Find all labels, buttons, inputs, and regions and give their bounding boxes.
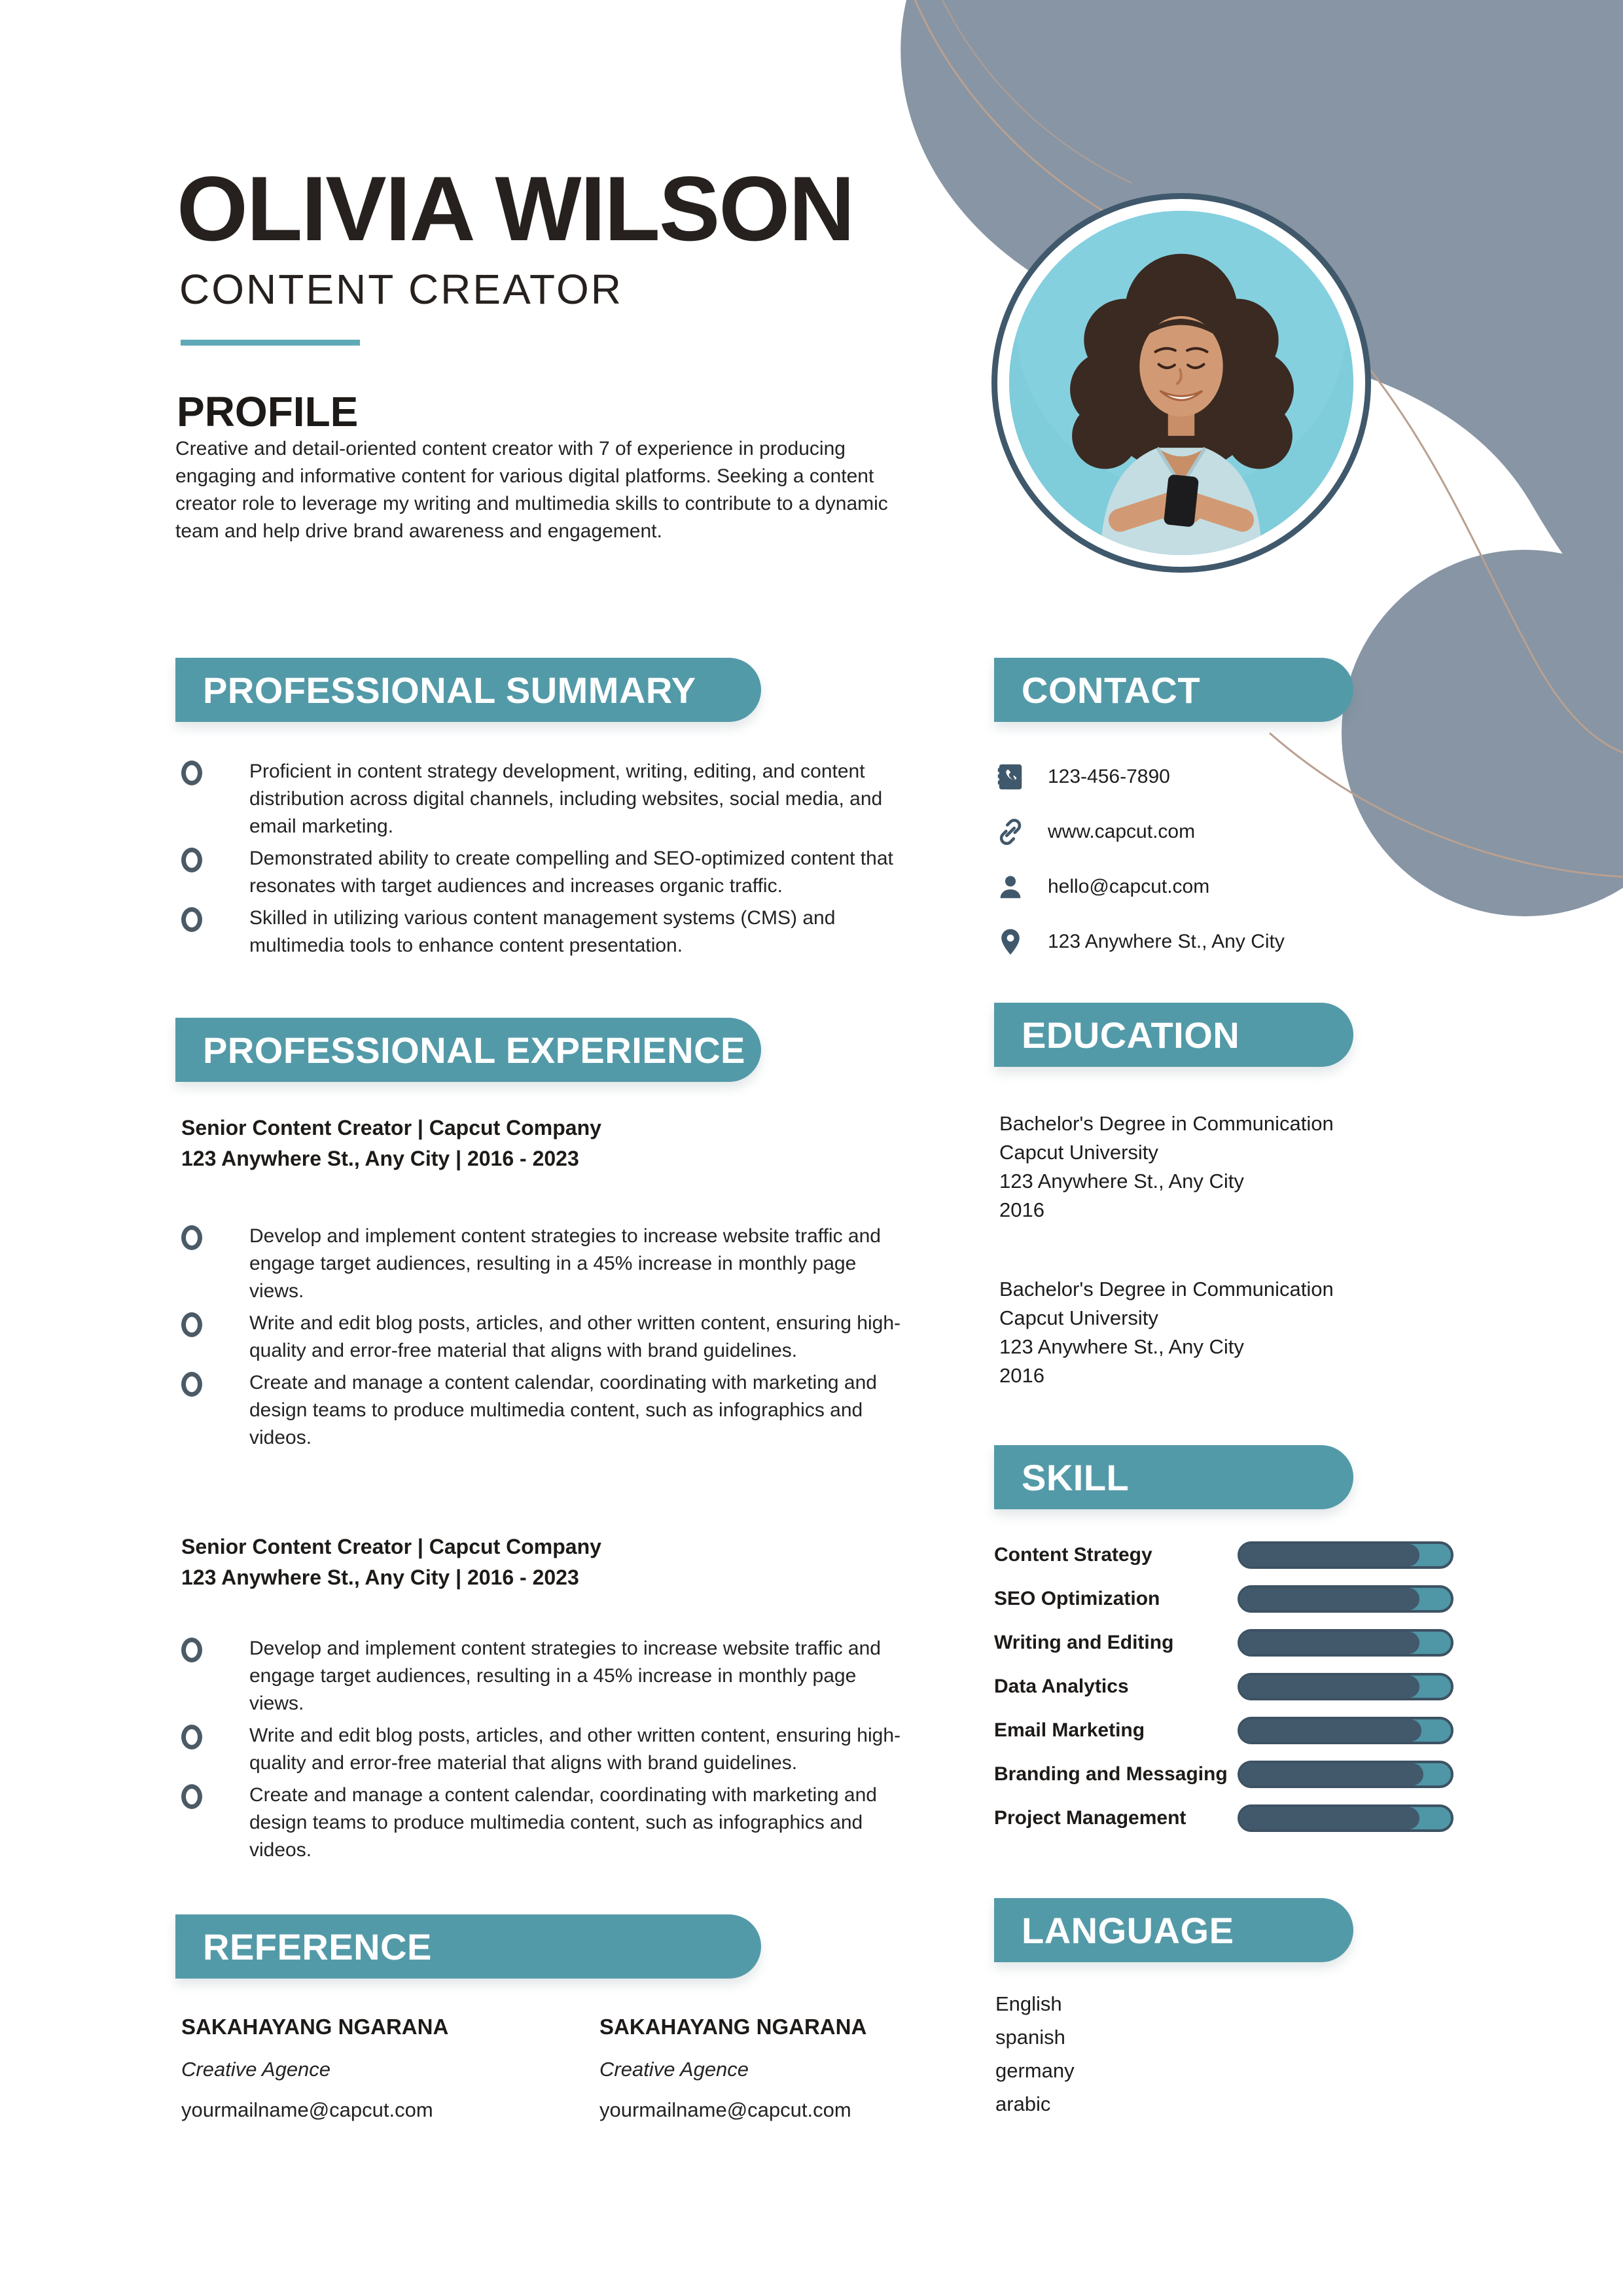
list-item-text: Proficient in content strategy development, writing, editing, and content distribution across digital channels, including websites, social media, and email marketing. [249,761,883,837]
section-banner-reference [175,1914,761,1979]
skill-row [994,1583,1460,1615]
language-item: English [995,1992,1062,2015]
job-title: Senior Content Creator | Capcut Company [181,1116,601,1139]
skill-row [994,1539,1460,1571]
skill-progress-bar [1238,1541,1454,1569]
education-school: Capcut University [999,1306,1158,1329]
job-meta: 123 Anywhere St., Any City | 2016 - 2023 [181,1147,579,1170]
list-item-text: Write and edit blog posts, articles, and other written content, ensuring high-quality and error-free material that aligns with brand guidelines. [249,1725,901,1774]
bullet-circle-icon [181,1312,202,1337]
skill-progress-bar [1238,1673,1454,1700]
contact-row-address [995,923,1285,961]
teal-divider [181,340,360,346]
skill-progress-fill [1240,1676,1419,1698]
list-item [181,905,921,960]
skill-label: Project Management [994,1807,1186,1829]
education-degree: Bachelor's Degree in Communication [999,1112,1334,1135]
reference-entry [181,2015,548,2122]
list-item-text: Demonstrated ability to create compelling and SEO-optimized content that resonates with target audiences and increases organic traffic. [249,848,893,897]
skill-row [994,1671,1460,1702]
section-banner-language [994,1898,1353,1962]
page-title-name: OLIVIA WILSON [177,157,854,260]
bullet-circle-icon [181,1372,202,1397]
reference-name: SAKAHAYANG NGARANA [181,2015,449,2039]
list-item-text: Develop and implement content strategies to increase website traffic and engage target audiences, resulting in a 45% increase in monthly page views. [249,1638,881,1714]
education-address: 123 Anywhere St., Any City [999,1335,1244,1358]
bullet-circle-icon [181,1638,202,1662]
bullet-circle-icon [181,907,202,932]
section-banner-contact [994,658,1353,722]
reference-name: SAKAHAYANG NGARANA [599,2015,867,2039]
list-item-text: Develop and implement content strategies to increase website traffic and engage target audiences, resulting in a 45% increase in monthly page views. [249,1225,881,1302]
contact-value: hello@capcut.com [1048,876,1210,897]
person-icon [995,872,1026,902]
section-banner-professional-summary [175,658,761,722]
section-heading: PROFESSIONAL EXPERIENCE [203,1029,745,1071]
list-item [181,1223,921,1305]
profile-photo [1009,211,1353,555]
skill-row [994,1759,1460,1790]
profile-photo-illustration [1009,211,1353,555]
list-item [181,1782,921,1864]
skill-progress-bar [1238,1761,1454,1788]
section-banner-skill [994,1445,1353,1509]
section-heading: EDUCATION [1022,1014,1240,1056]
skill-label: Email Marketing [994,1719,1145,1741]
skill-list [994,1539,1460,1846]
contact-row-phone [995,758,1285,796]
job-header [181,1113,601,1174]
contact-row-email [995,868,1285,906]
reference-entry [599,2015,966,2122]
language-item: arabic [995,2092,1051,2115]
list-item [181,1310,921,1365]
education-entry [999,1109,1457,1225]
bullet-circle-icon [181,1784,202,1809]
list-item [181,845,921,900]
bullet-circle-icon [181,761,202,785]
profile-summary-text: Creative and detail-oriented content creator with 7 of experience in producing engaging and informative content for various digital platforms. Seeking a content creator role to leverage my writing and multimedia skills to contribute to a dynamic team and help drive brand awareness and engagement. [175,438,888,542]
language-item: spanish [995,2026,1065,2049]
list-item-text: Write and edit blog posts, articles, and other written content, ensuring high-quality and error-free material that aligns with brand guidelines. [249,1312,901,1361]
language-item: germany [995,2059,1075,2082]
skill-progress-fill [1240,1632,1419,1654]
list-item-text: Create and manage a content calendar, coordinating with marketing and design teams to produce multimedia content, such as infographics and videos. [249,1784,877,1861]
job-bullets [181,1635,921,1869]
bullet-circle-icon [181,1725,202,1749]
skill-label: Writing and Editing [994,1632,1174,1653]
section-heading: SKILL [1022,1456,1130,1498]
section-heading: PROFESSIONAL SUMMARY [203,669,696,711]
skill-row [994,1715,1460,1746]
bullet-circle-icon [181,848,202,872]
section-banner-education [994,1003,1353,1067]
skill-row [994,1627,1460,1659]
list-item [181,1369,921,1452]
skill-progress-bar [1238,1585,1454,1613]
reference-company: Creative Agence [181,2058,331,2081]
job-meta: 123 Anywhere St., Any City | 2016 - 2023 [181,1566,579,1589]
skill-label: Data Analytics [994,1676,1129,1697]
skill-progress-fill [1240,1807,1419,1829]
contact-value: 123-456-7890 [1048,766,1170,787]
education-year: 2016 [999,1364,1044,1387]
skill-progress-bar [1238,1629,1454,1657]
location-icon [995,927,1026,957]
reference-company: Creative Agence [599,2058,749,2081]
contact-list [995,758,1285,978]
skill-progress-bar [1238,1717,1454,1744]
section-banner-professional-experience [175,1018,761,1082]
job-title-subtitle: CONTENT CREATOR [179,266,623,313]
education-degree: Bachelor's Degree in Communication [999,1278,1334,1300]
phone-icon [995,762,1026,792]
list-item [181,758,921,840]
link-icon [995,817,1026,847]
skill-label: SEO Optimization [994,1588,1160,1609]
job-bullets [181,1223,921,1456]
skill-progress-fill [1240,1719,1421,1742]
skill-progress-fill [1240,1763,1423,1785]
list-item-text: Create and manage a content calendar, coordinating with marketing and design teams to produce multimedia content, such as infographics and videos. [249,1372,877,1448]
education-year: 2016 [999,1198,1044,1221]
profile-heading: PROFILE [177,388,359,435]
job-title: Senior Content Creator | Capcut Company [181,1535,601,1558]
reference-email: yourmailname@capcut.com [181,2098,433,2121]
skill-progress-bar [1238,1804,1454,1832]
list-item-text: Skilled in utilizing various content management systems (CMS) and multimedia tools to enhance content presentation. [249,907,836,956]
education-entry [999,1275,1457,1390]
reference-email: yourmailname@capcut.com [599,2098,851,2121]
profile-photo-frame [991,193,1371,573]
education-school: Capcut University [999,1141,1158,1164]
skill-progress-fill [1240,1544,1419,1566]
section-heading: REFERENCE [203,1926,432,1967]
bullet-circle-icon [181,1225,202,1250]
skill-label: Branding and Messaging [994,1763,1228,1785]
skill-label: Content Strategy [994,1544,1152,1566]
language-list [995,1987,1075,2121]
list-item [181,1722,921,1777]
education-address: 123 Anywhere St., Any City [999,1170,1244,1193]
professional-summary-list [181,758,921,964]
contact-row-website [995,813,1285,851]
contact-value: 123 Anywhere St., Any City [1048,931,1285,952]
section-heading: CONTACT [1022,669,1201,711]
skill-progress-fill [1240,1588,1419,1610]
contact-value: www.capcut.com [1048,821,1196,842]
section-heading: LANGUAGE [1022,1909,1234,1951]
job-header [181,1532,601,1593]
skill-row [994,1803,1460,1834]
list-item [181,1635,921,1717]
